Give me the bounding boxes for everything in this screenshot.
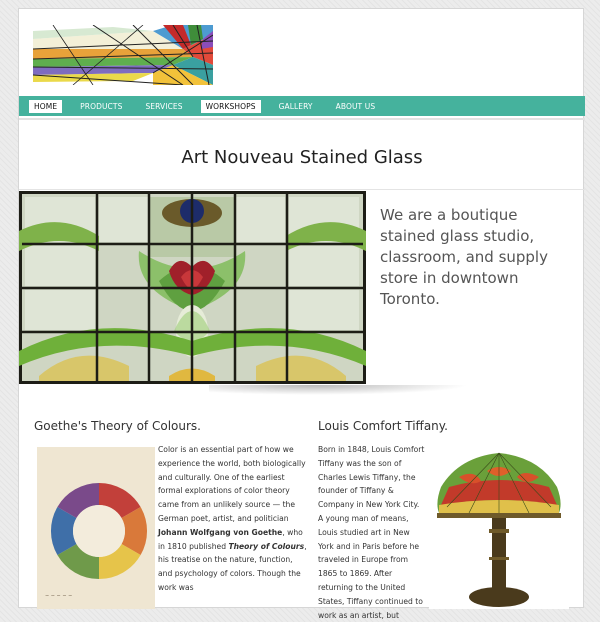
nav-item-gallery[interactable]: GALLERY	[278, 101, 313, 111]
nav-item-about-us[interactable]: ABOUT US	[335, 101, 376, 111]
main-nav	[19, 96, 585, 116]
nav-item-products[interactable]: PRODUCTS	[80, 101, 123, 111]
svg-text:~ ~ ~ ~ ~: ~ ~ ~ ~ ~	[45, 593, 73, 599]
goethe-paragraph: Color is an essential part of how we experience the world, both biologically and culturally. One of the earliest formal explorations of color theory came from an unlikely source — the German poet, artist, and politician Johann Wolfgang von Goethe, who in 1810 published Theory of Colours, his treatise on the nature, function, and psychology of colors. Though the work was	[158, 445, 307, 592]
page-title: Art Nouveau Stained Glass	[181, 147, 423, 168]
goethe-book-title: Theory of Colours	[228, 541, 305, 551]
tiffany-lamp-image	[429, 447, 569, 609]
page-container	[18, 8, 584, 620]
goethe-heading: Goethe's Theory of Colours.	[34, 419, 201, 433]
hero-shadow	[209, 385, 469, 395]
nav-item-workshops[interactable]: WORKSHOPS	[201, 100, 261, 113]
tiffany-heading: Louis Comfort Tiffany.	[318, 419, 448, 433]
goethe-color-wheel-image	[37, 447, 155, 609]
stained-glass-hero-image	[19, 191, 366, 384]
logo[interactable]	[33, 25, 213, 85]
nav-item-services[interactable]: SERVICES	[145, 101, 183, 111]
nav-item-home[interactable]: HOME	[29, 100, 62, 113]
tiffany-paragraph: Born in 1848, Louis Comfort Tiffany was the son of Charles Lewis Tiffany, the founder of Tiffany & Company in New York City. A young man of means, Louis studied art in New York and in Paris before he traveled in Europe from 1865 to 1869. After returning to the United States, Tiffany continued to work as an artist, but	[318, 445, 425, 620]
goethe-name: Johann Wolfgang von Goethe	[158, 527, 283, 537]
tagline: We are a boutique stained glass studio, classroom, and supply store in downtown Toronto.	[380, 206, 548, 308]
title-divider	[19, 189, 585, 190]
nav-divider	[19, 118, 585, 120]
